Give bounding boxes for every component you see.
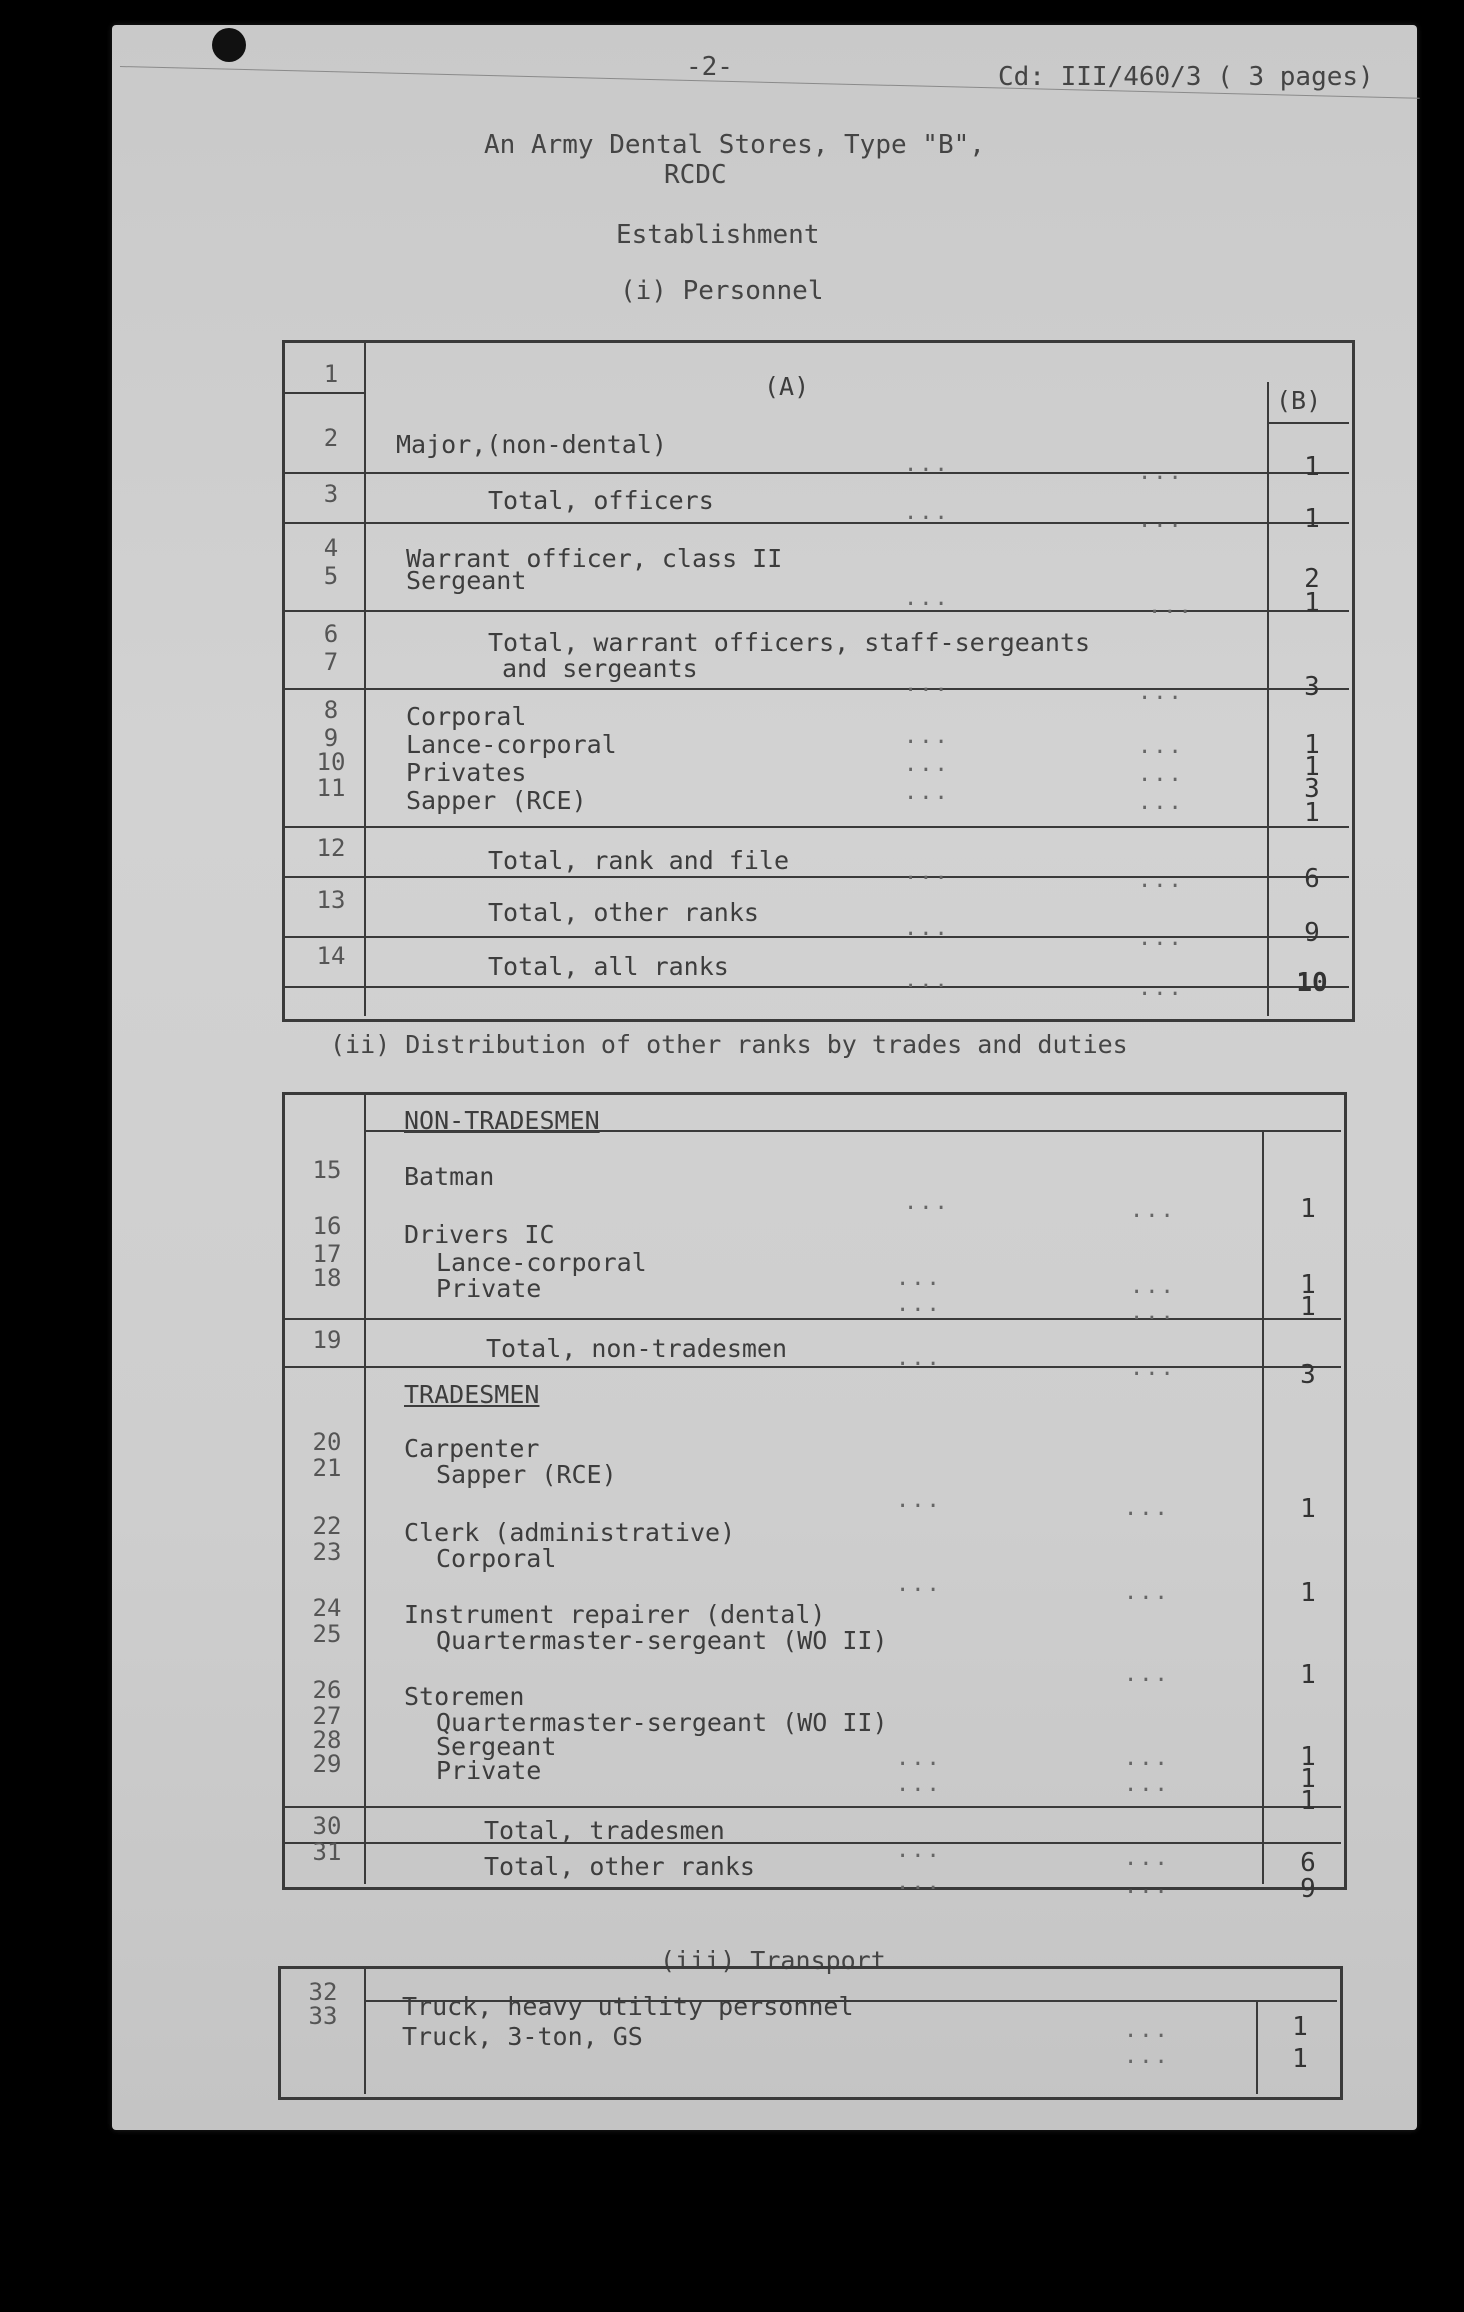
row-label: Truck, heavy utility personnel — [402, 1992, 854, 2021]
row-number: 6 — [323, 620, 339, 648]
row-line — [284, 522, 1349, 524]
row-value: 1 — [1304, 504, 1320, 534]
leader-dots: ... — [1124, 1846, 1170, 1871]
row-number: 4 — [323, 534, 339, 562]
leader-dots: ... — [904, 1190, 950, 1215]
row-label: Private — [436, 1274, 542, 1303]
leader-dots: ... — [1130, 1300, 1176, 1325]
leader-dots: ... — [896, 1488, 942, 1513]
row-line — [284, 1842, 1341, 1844]
leader-dots: ... — [1138, 868, 1184, 893]
row-label: Total, officers — [488, 486, 714, 515]
leader-dots: ... — [1124, 1662, 1170, 1687]
col-divider — [1256, 2000, 1258, 2094]
row-value: 1 — [1300, 1292, 1316, 1322]
leader-dots: ... — [896, 1346, 942, 1371]
col-divider — [1267, 382, 1269, 1016]
row-value: 6 — [1300, 1848, 1316, 1878]
leader-dots: ... — [904, 860, 950, 885]
row-label: Quartermaster-sergeant (WO II) — [436, 1708, 888, 1737]
col-b-header: (B) — [1276, 386, 1322, 415]
row-number: 31 — [312, 1838, 342, 1866]
row-value: 1 — [1300, 1786, 1316, 1816]
row-label: Privates — [406, 758, 527, 787]
row-number: 27 — [312, 1702, 342, 1730]
row-number: 17 — [312, 1240, 342, 1268]
col-divider — [364, 1094, 366, 1884]
row-line — [284, 936, 1349, 938]
row-number: 20 — [312, 1428, 342, 1456]
row-number: 11 — [316, 774, 346, 802]
row-number: 32 — [308, 1978, 338, 2006]
col-a-header: (A) — [764, 372, 810, 401]
row-number: 14 — [316, 942, 346, 970]
leader-dots: ... — [896, 1572, 942, 1597]
leader-dots: ... — [1138, 508, 1184, 533]
leader-dots: ... — [1130, 1198, 1176, 1223]
row-label: Sapper (RCE) — [406, 786, 587, 815]
row-label: Major,(non-dental) — [396, 430, 667, 459]
row-value: 1 — [1300, 1742, 1316, 1772]
page-number: -2- — [686, 52, 733, 82]
row-label: Instrument repairer (dental) — [404, 1600, 826, 1629]
leader-dots: ... — [904, 752, 950, 777]
leader-dots: ... — [1124, 1496, 1170, 1521]
row-label: Clerk (administrative) — [404, 1518, 736, 1547]
document-title: An Army Dental Stores, Type "B", — [484, 130, 985, 160]
row-value: 9 — [1300, 1874, 1316, 1904]
row-value: 1 — [1304, 730, 1320, 760]
row-value: 1 — [1300, 1194, 1316, 1224]
row-line — [284, 1318, 1341, 1320]
col-number-header: 1 — [323, 360, 339, 388]
leader-dots: ... — [896, 1870, 942, 1895]
row-label: Batman — [404, 1162, 495, 1191]
leader-dots: ... — [904, 672, 950, 697]
row-value: 1 — [1300, 1578, 1316, 1608]
row-value: 6 — [1304, 864, 1320, 894]
row-number: 16 — [312, 1212, 342, 1240]
row-label: Sergeant — [406, 566, 527, 595]
row-label: and sergeants — [502, 654, 698, 683]
row-value: 1 — [1304, 452, 1320, 482]
leader-dots: ... — [904, 500, 950, 525]
row-number: 15 — [312, 1156, 342, 1184]
leader-dots: ... — [1138, 734, 1184, 759]
row-label: Total, tradesmen — [484, 1816, 725, 1845]
row-line — [284, 986, 1349, 988]
row-number: 26 — [312, 1676, 342, 1704]
row-number: 9 — [323, 724, 339, 752]
leader-dots: ... — [896, 1292, 942, 1317]
row-value: 3 — [1304, 672, 1320, 702]
row-line — [284, 826, 1349, 828]
section-distribution-heading: (ii) Distribution of other ranks by trades and duties — [330, 1030, 1128, 1059]
row-label: Total, non-tradesmen — [486, 1334, 788, 1363]
row-value: 1 — [1304, 798, 1320, 828]
punch-hole — [212, 28, 246, 62]
leader-dots: ... — [904, 724, 950, 749]
leader-dots: ... — [896, 1746, 942, 1771]
row-label: Corporal — [436, 1544, 557, 1573]
row-value: 9 — [1304, 918, 1320, 948]
leader-dots: ... — [1124, 2018, 1170, 2043]
row-number: 21 — [312, 1454, 342, 1482]
leader-dots: ... — [1138, 680, 1184, 705]
non-tradesmen-heading: NON-TRADESMEN — [404, 1106, 600, 1135]
leader-dots: ... — [1138, 926, 1184, 951]
row-number: 22 — [312, 1512, 342, 1540]
row-label: Total, other ranks — [484, 1852, 755, 1881]
row-value: 3 — [1300, 1360, 1316, 1390]
row-number: 29 — [312, 1750, 342, 1778]
leader-dots: ... — [1130, 1356, 1176, 1381]
establishment-heading: Establishment — [616, 220, 820, 250]
row-line — [284, 392, 364, 394]
row-label: Total, other ranks — [488, 898, 759, 927]
row-line — [284, 688, 1349, 690]
row-value: 10 — [1296, 968, 1328, 998]
row-label: Truck, 3-ton, GS — [402, 2022, 643, 2051]
row-number: 12 — [316, 834, 346, 862]
row-number: 7 — [323, 648, 339, 676]
row-label: Sergeant — [436, 1732, 557, 1761]
document-subtitle: RCDC — [664, 160, 727, 190]
row-label: Corporal — [406, 702, 527, 731]
leader-dots: ... — [1138, 976, 1184, 1001]
leader-dots: ... — [1124, 2044, 1170, 2069]
col-divider — [364, 1968, 366, 2094]
row-label: Lance-corporal — [406, 730, 617, 759]
row-line — [284, 472, 1349, 474]
row-number: 28 — [312, 1726, 342, 1754]
leader-dots: ... — [904, 916, 950, 941]
row-value: 1 — [1300, 1494, 1316, 1524]
row-number: 5 — [323, 562, 339, 590]
leader-dots: ... — [1124, 1772, 1170, 1797]
leader-dots: ... — [896, 1838, 942, 1863]
row-number: 2 — [323, 424, 339, 452]
row-number: 30 — [312, 1812, 342, 1840]
leader-dots: ... — [1138, 790, 1184, 815]
leader-dots: ... — [896, 1772, 942, 1797]
row-line — [1267, 422, 1349, 424]
col-divider — [1262, 1130, 1264, 1884]
section-transport-heading: (iii) Transport — [660, 1946, 886, 1975]
row-label: Total, all ranks — [488, 952, 729, 981]
row-label: Lance-corporal — [436, 1248, 647, 1277]
row-value: 1 — [1292, 2012, 1308, 2042]
col-divider — [364, 342, 366, 1016]
leader-dots: ... — [904, 968, 950, 993]
leader-dots: ... — [904, 586, 950, 611]
leader-dots: ... — [1124, 1580, 1170, 1605]
row-line — [284, 1806, 1341, 1808]
leader-dots: ... — [1138, 460, 1184, 485]
row-label: Carpenter — [404, 1434, 540, 1463]
row-label: Drivers IC — [404, 1220, 555, 1249]
row-number: 24 — [312, 1594, 342, 1622]
row-value: 1 — [1300, 1660, 1316, 1690]
row-value: 1 — [1304, 752, 1320, 782]
row-value: 1 — [1292, 2044, 1308, 2074]
row-number: 19 — [312, 1326, 342, 1354]
row-value: 1 — [1304, 588, 1320, 618]
row-number: 3 — [323, 480, 339, 508]
leader-dots: ... — [1124, 1874, 1170, 1899]
row-value: 1 — [1300, 1270, 1316, 1300]
row-value: 3 — [1304, 774, 1320, 804]
row-line — [284, 876, 1349, 878]
leader-dots: ... — [904, 452, 950, 477]
row-number: 23 — [312, 1538, 342, 1566]
leader-dots: ... — [1124, 1746, 1170, 1771]
row-number: 10 — [316, 748, 346, 776]
leader-dots: ... — [1130, 1274, 1176, 1299]
row-label: Total, rank and file — [488, 846, 790, 875]
section-personnel-heading: (i) Personnel — [620, 276, 824, 306]
tradesmen-heading: TRADESMEN — [404, 1380, 540, 1409]
row-number: 18 — [312, 1264, 342, 1292]
row-label: Sapper (RCE) — [436, 1460, 617, 1489]
row-value: 2 — [1304, 564, 1320, 594]
row-label: Total, warrant officers, staff-sergeants — [488, 628, 1091, 657]
leader-dots: ... — [1138, 762, 1184, 787]
row-label: Warrant officer, class II — [406, 544, 783, 573]
row-label: Private — [436, 1756, 542, 1785]
row-line — [284, 1366, 1341, 1368]
row-label: Storemen — [404, 1682, 525, 1711]
row-number: 8 — [323, 696, 339, 724]
row-label: Quartermaster-sergeant (WO II) — [436, 1626, 888, 1655]
leader-dots: ... — [896, 1266, 942, 1291]
leader-dots: ... — [1148, 594, 1194, 619]
row-number: 33 — [308, 2002, 338, 2030]
row-number: 25 — [312, 1620, 342, 1648]
row-value: 1 — [1300, 1764, 1316, 1794]
reference-number: Cd: III/460/3 ( 3 pages) — [998, 62, 1374, 92]
leader-dots: ... — [904, 780, 950, 805]
row-number: 13 — [316, 886, 346, 914]
